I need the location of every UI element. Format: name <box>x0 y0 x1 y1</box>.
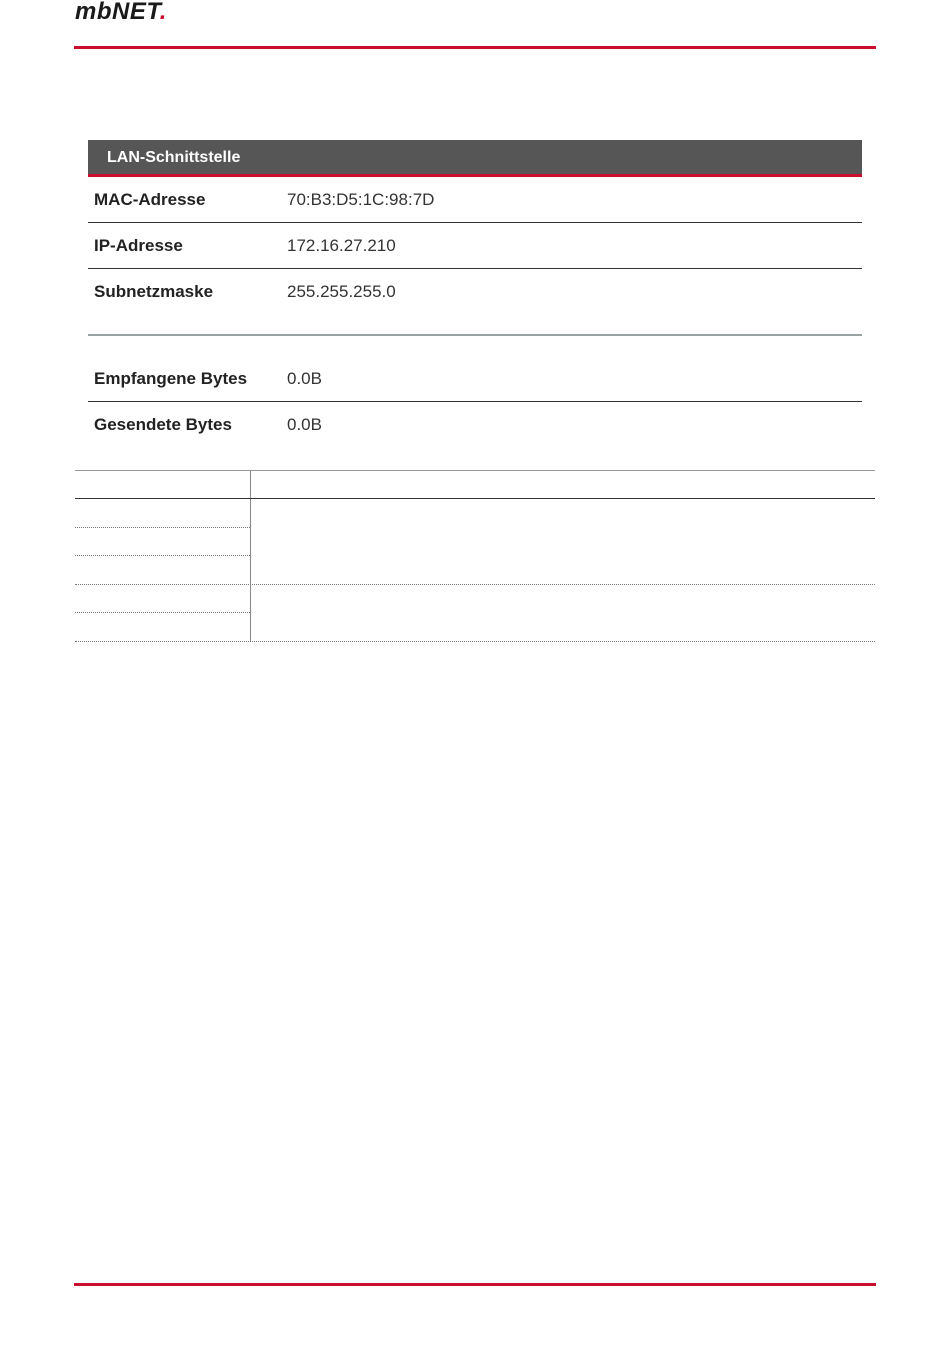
ip-address-value: 172.16.27.210 <box>287 235 396 255</box>
ip-address-row <box>88 223 862 269</box>
subnet-mask-value: 255.255.255.0 <box>287 281 396 301</box>
footer-rule <box>74 1283 876 1286</box>
sent-bytes-value: 0.0B <box>287 414 322 434</box>
mbnet-logo <box>75 0 167 26</box>
mac-address-row <box>88 177 862 223</box>
table-header-rule <box>75 498 875 499</box>
table-row-divider <box>75 555 250 556</box>
table-row-divider <box>75 612 250 613</box>
group-divider <box>88 314 862 336</box>
table-row-divider <box>75 641 875 642</box>
table-row-divider <box>75 527 250 528</box>
sent-bytes-row <box>88 402 862 447</box>
subnet-mask-label: Subnetzmaske <box>94 281 214 301</box>
logo-dot: . <box>159 0 167 25</box>
empty-description-table <box>75 470 875 642</box>
received-bytes-row <box>88 356 862 402</box>
sent-bytes-label: Gesendete Bytes <box>94 414 232 434</box>
header-rule <box>74 46 876 49</box>
traffic-group <box>88 356 862 447</box>
received-bytes-value: 0.0B <box>287 368 322 388</box>
logo-text: mbNET <box>75 0 160 25</box>
received-bytes-label: Empfangene Bytes <box>94 368 248 388</box>
table-column-divider <box>250 471 251 642</box>
table-row-divider <box>75 584 875 585</box>
subnet-mask-row <box>88 269 862 314</box>
lan-interface-panel <box>88 140 862 447</box>
panel-title: LAN-Schnittstelle <box>88 140 862 177</box>
mac-address-value: 70:B3:D5:1C:98:7D <box>287 189 435 209</box>
mac-address-label: MAC-Adresse <box>94 189 206 209</box>
ip-address-label: IP-Adresse <box>94 235 183 255</box>
